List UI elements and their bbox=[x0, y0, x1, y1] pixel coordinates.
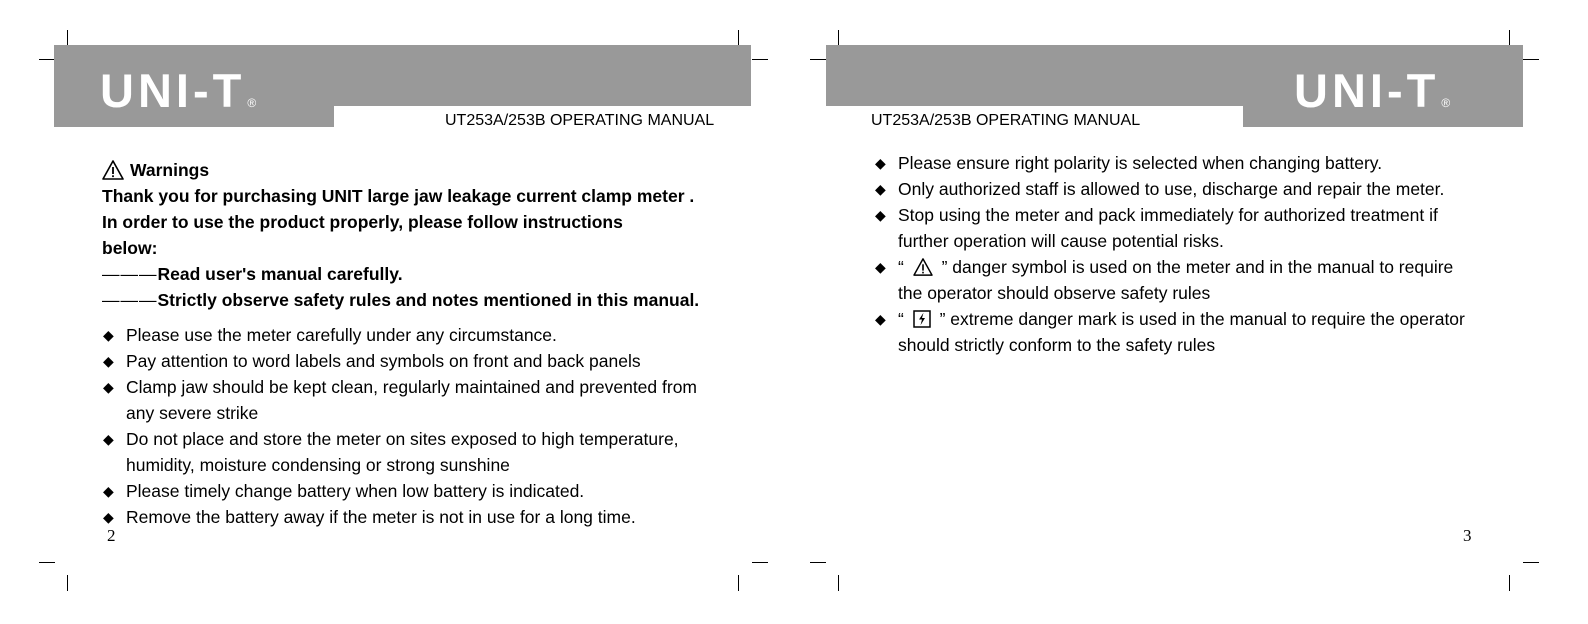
list-item: ◆ Please use the meter carefully under any circumstance. bbox=[102, 322, 717, 348]
warning-triangle-icon bbox=[102, 160, 124, 180]
list-item: ◆ Stop using the meter and pack immediately for authorized treatment if further operation will cause potential risks. bbox=[874, 202, 1474, 254]
list-item: ◆ Only authorized staff is allowed to use, discharge and repair the meter. bbox=[874, 176, 1474, 202]
brand-logo: UNI-T ® bbox=[1294, 64, 1451, 117]
manual-page-left bbox=[0, 0, 780, 624]
warnings-section bbox=[102, 157, 742, 313]
manual-header-title: UT253A/253B OPERATING MANUAL bbox=[871, 112, 1141, 129]
intro-line: In order to use the product properly, please follow instructions bbox=[102, 212, 623, 232]
warnings-heading bbox=[102, 157, 742, 183]
intro-line: Thank you for purchasing UNIT large jaw leakage current clamp meter . bbox=[102, 186, 695, 206]
brand-logo: UNI-T ® bbox=[100, 64, 257, 117]
symbol-description: danger symbol is used on the meter and in the manual to require the operator should observe safety rules bbox=[898, 257, 1454, 303]
manual-header-title: UT253A/253B OPERATING MANUAL bbox=[445, 112, 715, 129]
page-number: 3 bbox=[1463, 526, 1472, 545]
list-item: ◆ “ ” extreme danger mark is used in the manual to require the operator should strictly conform to the safety rules bbox=[874, 306, 1474, 358]
bullet-list bbox=[874, 150, 1474, 358]
list-item: ◆ Pay attention to word labels and symbols on front and back panels bbox=[102, 348, 717, 374]
list-item: ◆ Please ensure right polarity is selected when changing battery. bbox=[874, 150, 1474, 176]
list-item: ◆ Clamp jaw should be kept clean, regularly maintained and prevented from any severe strike bbox=[102, 374, 717, 426]
high-voltage-icon bbox=[913, 310, 931, 328]
warning-triangle-icon bbox=[913, 258, 933, 276]
manual-page-right bbox=[780, 0, 1588, 624]
list-item: ◆ “ ” danger symbol is used on the meter and in the manual to require the operator should observe safety rules bbox=[874, 254, 1474, 306]
list-item: ◆ Please timely change battery when low battery is indicated. bbox=[102, 478, 717, 504]
page-number: 2 bbox=[107, 526, 116, 545]
dash-item: ———Read user's manual carefully. bbox=[102, 264, 403, 284]
list-item: ◆ Remove the battery away if the meter is not in use for a long time. bbox=[102, 504, 717, 530]
warnings-title: Warnings bbox=[130, 160, 210, 180]
dash-item: ———Strictly observe safety rules and notes mentioned in this manual. bbox=[102, 290, 700, 310]
symbol-description: extreme danger mark is used in the manual to require the operator should strictly conform to the safety rules bbox=[898, 309, 1465, 355]
list-item: ◆ Do not place and store the meter on sites exposed to high temperature, humidity, moisture condensing or strong sunshine bbox=[102, 426, 717, 478]
bullet-list bbox=[102, 322, 717, 530]
intro-line: below: bbox=[102, 238, 158, 258]
